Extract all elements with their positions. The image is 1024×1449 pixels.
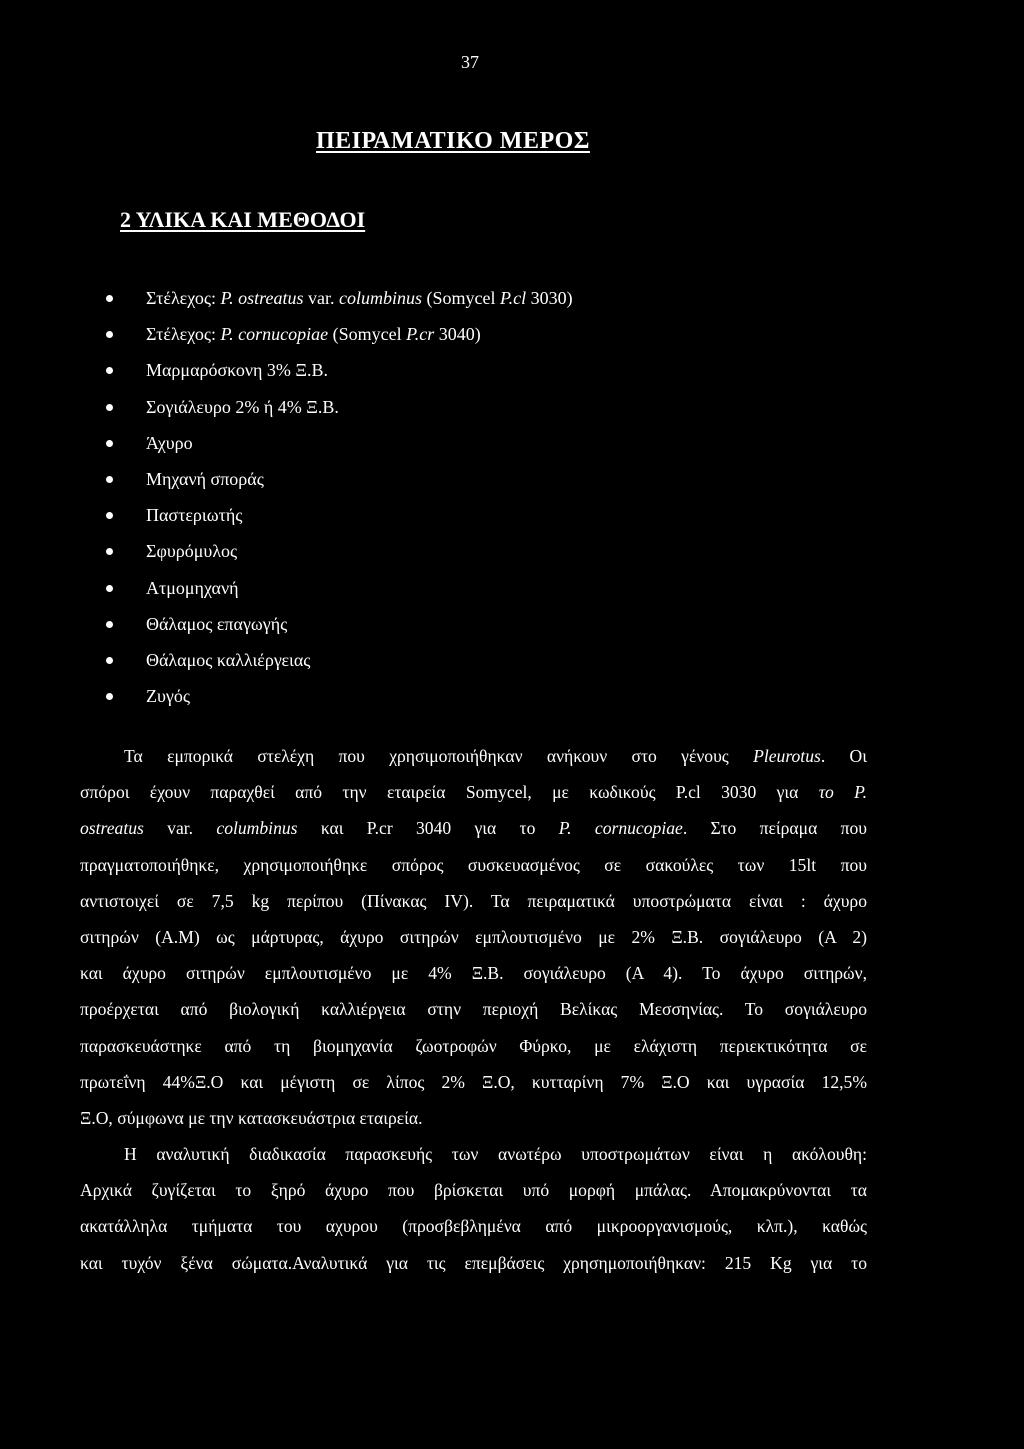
- text-line: προέρχεται από βιολογική καλλιέργεια στην περιοχή Βελίκας Μεσσηνίας. Το σογιάλευρο: [80, 999, 867, 1020]
- item-text: (Somycel: [328, 324, 407, 345]
- text-line: πραγματοποιήθηκε, χρησιμοποιήθηκε σπόρος συσκευασμένος σε σακούλες των 15lt που: [80, 854, 867, 875]
- item-text: Παστεριωτής: [146, 505, 243, 526]
- item-text: Θάλαμος καλλιέργειας: [146, 649, 311, 670]
- page-number: 37: [461, 52, 479, 72]
- item-text: Μηχανή σποράς: [146, 468, 264, 489]
- variety-name: columbinus: [216, 818, 298, 839]
- list-item: [106, 394, 573, 430]
- text-line: παρασκευάστηκε από τη βιομηχανία ζωοτροφών Φύρκο, με ελάχιστη περιεκτικότητα σε: [80, 1035, 867, 1056]
- list-item: [106, 538, 573, 574]
- bullet-icon: [106, 512, 113, 519]
- text-line: ostreatus var. columbinus και P.cr 3040 για το P. cornucopiae. Στο πείραμα που: [80, 818, 867, 839]
- text-line: Τα εμπορικά στελέχη που χρησιμοποιήθηκαν ανήκουν στο γένους Pleurotus. Οι: [124, 746, 867, 766]
- materials-list: [106, 285, 573, 719]
- bullet-icon: [106, 585, 113, 592]
- text-line: πρωτεΐνη 44%Ξ.Ο και μέγιστη σε λίπος 2% Ξ.Ο, κυτταρίνη 7% Ξ.Ο και υγρασία 12,5%: [80, 1071, 867, 1092]
- list-item: [106, 611, 573, 647]
- text-line: Η αναλυτική διαδικασία παρασκευής των ανωτέρω υποστρωμάτων είναι η ακόλουθη:: [124, 1144, 867, 1165]
- item-text: Άχυρο: [146, 432, 193, 453]
- text-line: και τυχόν ξένα σώματα.Αναλυτικά για τις επεμβάσεις χρησημοποιήθηκαν: 215 Kg για το: [80, 1252, 867, 1273]
- section-heading: 2 ΥΛΙΚΑ ΚΑΙ ΜΕΘΟΔΟΙ: [120, 207, 366, 232]
- item-text: Σογιάλευρο 2% ή 4% Ξ.Β.: [146, 396, 339, 417]
- text-line: Αρχικά ζυγίζεται το ξηρό άχυρο που βρίσκεται υπό μορφή μπάλας. Απομακρύνονται τα: [80, 1180, 867, 1201]
- item-text: Μαρμαρόσκονη 3% Ξ.Β.: [146, 360, 328, 381]
- paragraph-procedure: [80, 1136, 867, 1281]
- text-line: και άχυρο σιτηρών εμπλουτισμένο με 4% Ξ.Β. σογιάλευρο (Α 4). Το άχυρο σιτηρών,: [80, 963, 867, 984]
- list-item: [106, 430, 573, 466]
- item-text: 3040): [434, 324, 481, 345]
- list-item-strain-ostreatus: [106, 285, 573, 321]
- bullet-icon: [106, 295, 113, 302]
- list-item: [106, 575, 573, 611]
- variety-name: columbinus: [338, 288, 422, 308]
- text-line: ακατάλληλα τμήματα του αχυρου (προσβεβλημένα από μικροοργανισμούς, κλπ.), καθώς: [80, 1216, 867, 1237]
- bullet-icon: [106, 440, 113, 447]
- species-name: το P.: [818, 782, 867, 803]
- bullet-icon: [106, 693, 113, 700]
- item-text: Ατμομηχανή: [146, 577, 239, 598]
- species-name: ostreatus: [80, 818, 144, 839]
- bullet-icon: [106, 404, 113, 411]
- item-text: Σφυρόμυλος: [146, 541, 238, 562]
- list-item-strain-cornucopiae: [106, 321, 573, 357]
- bullet-icon: [106, 331, 113, 338]
- bullet-icon: [106, 476, 113, 483]
- page-title: ΠΕΙΡΑΜΑΤΙΚΟ ΜΕΡΟΣ: [316, 128, 590, 154]
- item-text: (Somycel: [421, 288, 500, 308]
- bullet-icon: [106, 548, 113, 555]
- item-text: Ζυγός: [146, 686, 190, 707]
- item-text: var.: [303, 288, 339, 308]
- bullet-icon: [106, 657, 113, 664]
- species-name: P. cornucopiae: [220, 324, 329, 345]
- paragraph-strains: [80, 738, 867, 1136]
- text-line: αντιστοιχεί σε 7,5 kg περίπου (Πίνακας IV). Τα πειραματικά υποστρώματα είναι : άχυρο: [80, 890, 867, 911]
- item-text: 3030): [526, 288, 573, 308]
- species-name: P. cornucopiae: [558, 818, 683, 839]
- text-line: σπόροι έχουν παραχθεί από την εταιρεία Somycel, με κωδικούς P.cl 3030 για το P.: [80, 782, 867, 803]
- genus-name: Pleurotus: [753, 746, 821, 766]
- text-line: Ξ.Ο, σύμφωνα με την κατασκευάστρια εταιρεία.: [80, 1107, 423, 1128]
- bullet-icon: [106, 621, 113, 628]
- bullet-icon: [106, 367, 113, 374]
- species-name: P. ostreatus: [220, 288, 304, 308]
- strain-code: P.cr: [406, 324, 435, 345]
- item-label: Στέλεχος:: [146, 324, 221, 345]
- item-text: Θάλαμος επαγωγής: [146, 613, 288, 634]
- list-item: [106, 502, 573, 538]
- list-item: [106, 683, 573, 719]
- list-item: [106, 466, 573, 502]
- strain-code: P.cl: [499, 288, 527, 308]
- list-item: [106, 647, 573, 683]
- body-text: [80, 738, 867, 1281]
- list-item: [106, 357, 573, 393]
- text-line: σιτηρών (Α.Μ) ως μάρτυρας, άχυρο σιτηρών εμπλουτισμένο με 2% Ξ.Β. σογιάλευρο (Α 2): [80, 926, 867, 947]
- item-label: Στέλεχος:: [146, 288, 221, 308]
